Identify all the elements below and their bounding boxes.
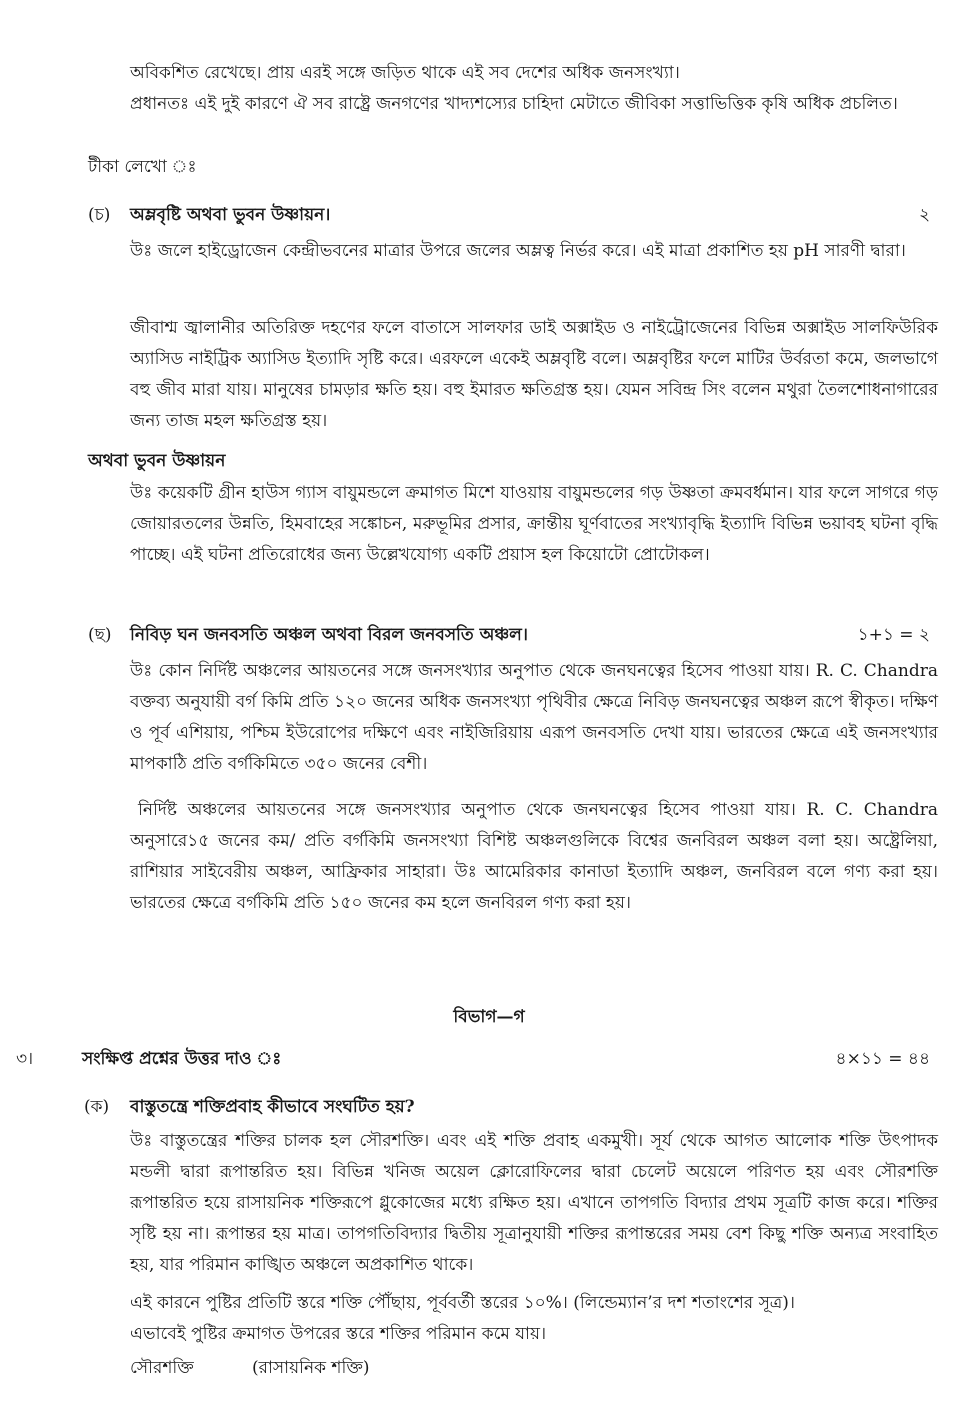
question-ka-label: (ক) — [84, 1097, 110, 1117]
question-cha-or-heading: অথবা ভুবন উষ্ণায়ন — [88, 451, 226, 471]
intro-paragraph-2: প্রধানতঃ এই দুই কারণে ঐ সব রাষ্ট্রে জনগণের খাদ্যশস্যের চাহিদা মেটাতে জীবিকা সত্তাভিত্তিক কৃষি অধিক প্রচলিত। — [130, 94, 898, 114]
question-cha-answer-3: উঃ কয়েকটি গ্রীন হাউস গ্যাস বায়ুমন্ডলে ক্রমাগত মিশে যাওয়ায় বায়ুমন্ডলের গড় উষ্ণতা ক্রমবর্ধমান। যার ফলে সাগরে গড় জোয়ারতলের উন্নতি, হিমবাহের সঙ্কোচন, মরুভূমির প্রসার, ক্রান্তীয় ঘূর্ণবাতের সংখ্যাবৃদ্ধি ইত্যাদি বিভিন্ন ভয়াবহ ঘটনা বৃদ্ধি পাচ্ছে। এই ঘটনা প্রতিরোধের জন্য উল্লেখযোগ্য একটি প্রয়াস হল কিয়োটো প্রোটোকল। — [130, 483, 938, 565]
question-cha-answer-2: জীবাশ্ম জ্বালানীর অতিরিক্ত দহণের ফলে বাতাসে সালফার ডাই অক্সাইড ও নাইট্রোজেনের বিভিন্ন অক্সাইড সালফিউরিক অ্যাসিড নাইট্রিক অ্যাসিড ইত্যাদি সৃষ্টি করে। এরফলে একেই অম্লবৃষ্টি বলে। অম্লবৃষ্টির ফলে মাটির উর্বরতা কমে, জলভাগে বহু জীব মারা যায়। মানুষের চামড়ার ক্ষতি হয়। বহু ইমারত ক্ষতিগ্রস্ত হয়। যেমন সবিন্দ্র সিং বলেন মথুরা তৈলশোধনাগারের জন্য তাজ মহল ক্ষতিগ্রস্ত হয়। — [130, 318, 938, 431]
question-3-title: সংক্ষিপ্ত প্রশ্নের উত্তর দাও ঃ — [82, 1049, 282, 1069]
question-chha-title: নিবিড় ঘন জনবসতি অঞ্চল অথবা বিরল জনবসতি অঞ্চল। — [130, 625, 528, 645]
question-cha-marks: ২ — [918, 205, 930, 225]
question-chha-answer-2: নির্দিষ্ট অঞ্চলের আয়তনের সঙ্গে জনসংখ্যার অনুপাত থেকে জনঘনত্বের হিসেব পাওয়া যায়। R. C. Chandra অনুসারে১৫ জনের কম/ প্রতি বর্গকিমি জনসংখ্যা বিশিষ্ট অঞ্চলগুলিকে বিশ্বের জনবিরল অঞ্চল বলা হয়। অষ্ট্রেলিয়া, রাশিয়ার সাইবেরীয় অঞ্চল, আফ্রিকার সাহারা। উঃ আমেরিকার কানাডা ইত্যাদি অঞ্চল, জনবিরল বলে গণ্য করা হয়। ভারতের ক্ষেত্রে বর্গকিমি প্রতি ১৫০ জনের কম হলে জনবিরল গণ্য করা হয়। — [130, 800, 938, 913]
diagram-label-solar: সৌরশক্তি — [130, 1358, 194, 1378]
intro-paragraph-1: অবিকশিত রেখেছে। প্রায় এরই সঙ্গে জড়িত থাকে এই সব দেশের অধিক জনসংখ্যা। — [130, 63, 680, 83]
question-3-number: ৩। — [16, 1049, 34, 1069]
tika-heading: টীকা লেখো ঃ — [88, 157, 197, 177]
question-cha-answer-1: উঃ জলে হাইড্রোজেন কেন্দ্রীভবনের মাত্রার উপরে জলের অম্লত্ব নির্ভর করে। এই মাত্রা প্রকাশিত হয় pH সারণী দ্বারা। — [130, 241, 906, 261]
question-chha-marks: ১+১ = ২ — [857, 625, 930, 645]
question-ka-answer-1: উঃ বাস্তুতন্ত্রের শক্তির চালক হল সৌরশক্তি। এবং এই শক্তি প্রবাহ একমুখী। সূর্য থেকে আগত আলোক শক্তি উৎপাদক মন্ডলী দ্বারা রূপান্তরিত হয়। বিভিন্ন খনিজ অয়েল ক্লোরোফিলের দ্বারা চেলেট অয়েলে পরিণত হয় এবং সৌরশক্তি রূপান্তরিত হয়ে রাসায়নিক শক্তিরূপে গ্লুকোজের মধ্যে রক্ষিত হয়। এখানে তাপগতি বিদ্যার প্রথম সূত্রটি কাজ করে। শক্তির সৃষ্টি হয় না। রূপান্তর হয় মাত্র। তাপগতিবিদ্যার দ্বিতীয় সূত্রানুযায়ী শক্তির রূপান্তরের সময় বেশ কিছু শক্তি অন্যত্র সংবাহিত হয়, যার পরিমান কাঙ্খিত অঞ্চলে অপ্রকাশিত থাকে। — [130, 1131, 938, 1275]
question-chha-answer-1: উঃ কোন নির্দিষ্ট অঞ্চলের আয়তনের সঙ্গে জনসংখ্যার অনুপাত থেকে জনঘনত্বের হিসেব পাওয়া যায়। R. C. Chandra বক্তব্য অনুযায়ী বর্গ কিমি প্রতি ১২০ জনের অধিক জনসংখ্যা পৃথিবীর ক্ষেত্রে নিবিড় জনঘনত্বের অঞ্চল রূপে স্বীকৃত। দক্ষিণ ও পূর্ব এশিয়ায়, পশ্চিম ইউরোপের দক্ষিণে এবং নাইজিরিয়ায় এরূপ জনবসতি দেখা যায়। ভারতের ক্ষেত্রে এই জনসংখ্যার মাপকাঠি প্রতি বর্গকিমিতে ৩৫০ জনের বেশী। — [130, 661, 938, 774]
section-title: বিভাগ—গ — [453, 1007, 525, 1027]
question-ka-title: বাস্তুতন্ত্রে শক্তিপ্রবাহ কীভাবে সংঘটিত হয়? — [130, 1097, 415, 1117]
question-chha-label: (ছ) — [88, 625, 112, 645]
question-ka-answer-2: এই কারনে পুষ্টির প্রতিটি স্তরে শক্তি পৌঁছায়, পূর্ববর্তী স্তরের ১০%। (লিন্ডেম্যান’র দশ শতাংশের সূত্র)। — [130, 1293, 795, 1313]
question-cha-title: অম্লবৃষ্টি অথবা ভুবন উষ্ণায়ন। — [130, 205, 331, 225]
question-ka-answer-3: এভাবেই পুষ্টির ক্রমাগত উপরের স্তরে শক্তির পরিমান কমে যায়। — [130, 1324, 547, 1344]
question-3-marks: ৪×১১ = ৪৪ — [835, 1049, 930, 1069]
question-cha-label: (চ) — [88, 205, 111, 225]
diagram-label-chemical: (রাসায়নিক শক্তি) — [252, 1358, 370, 1378]
